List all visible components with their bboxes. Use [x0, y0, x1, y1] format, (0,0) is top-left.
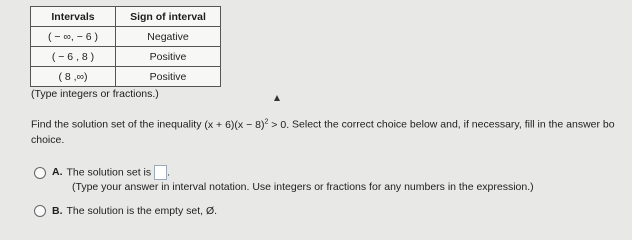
table-row — [31, 67, 221, 87]
question-line2: choice. — [31, 133, 65, 146]
question-prefix: Find the solution set of the inequality — [31, 118, 202, 131]
table-row — [31, 47, 221, 67]
sign-table-container — [30, 6, 221, 87]
option-a-radio[interactable] — [34, 167, 46, 179]
sign-cell: Negative — [116, 27, 221, 47]
question-text — [31, 114, 631, 148]
table-row — [31, 27, 221, 47]
option-b-text: The solution is the empty set, Ø. — [66, 205, 218, 217]
question-suffix: Select the correct choice below and, if necessary, fill in the answer bo — [289, 118, 615, 131]
table-header-row — [31, 7, 221, 27]
inequality-expression — [204, 119, 289, 131]
interval-cell: ( − 6 , 8 ) — [31, 47, 116, 67]
answer-input-box[interactable] — [154, 165, 167, 180]
header-intervals: Intervals — [31, 7, 116, 27]
mouse-cursor-icon — [274, 95, 280, 101]
option-b[interactable] — [34, 205, 217, 217]
option-a-letter: A. — [52, 166, 63, 179]
type-hint: (Type integers or fractions.) — [31, 88, 159, 100]
sign-cell: Positive — [116, 67, 221, 87]
expression-comparison: > 0. — [268, 118, 290, 131]
expression-exponent: 2 — [264, 118, 269, 125]
option-b-radio[interactable] — [34, 205, 46, 217]
option-b-letter: B. — [52, 205, 63, 217]
interval-cell: ( 8 ,∞) — [31, 67, 116, 87]
option-a-text: The solution set is — [66, 166, 152, 179]
option-a-note: (Type your answer in interval notation. Use integers or fractions for any numbers in the expression.) — [72, 181, 534, 193]
sign-chart-table — [30, 6, 221, 87]
interval-cell: ( − ∞, − 6 ) — [31, 27, 116, 47]
expression-factors: (x + 6)(x − 8) — [204, 118, 265, 131]
header-sign: Sign of interval — [116, 7, 221, 27]
sign-cell: Positive — [116, 47, 221, 67]
option-a[interactable]: A. The solution set is . — [34, 165, 170, 180]
